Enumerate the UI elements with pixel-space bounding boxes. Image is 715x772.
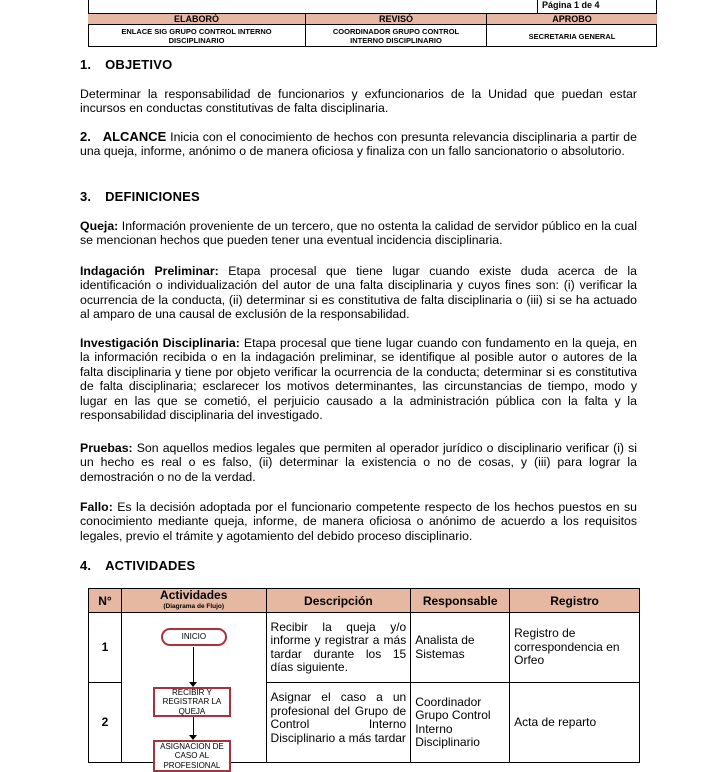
section-number: 3. xyxy=(80,189,92,204)
column-header-actividades-sub: (Diagrama de Flujo) xyxy=(163,602,225,610)
column-header-responsable: Responsable xyxy=(411,589,510,613)
definition-term: Queja: xyxy=(80,219,119,233)
definition-indagacion xyxy=(80,264,637,322)
column-header-no: N° xyxy=(89,589,122,613)
definition-term: Pruebas: xyxy=(80,441,133,455)
row-number: 1 xyxy=(89,613,122,683)
definition-queja xyxy=(80,219,637,248)
reviso-value: COORDINADOR GRUPO CONTROL INTERNO DISCIPLINARIO xyxy=(306,25,487,47)
definition-pruebas xyxy=(80,441,637,484)
section-actividades-title xyxy=(80,558,195,573)
definition-text: Información proveniente de un tercero, que no ostenta la calidad de servidor público en la cual se mencionan hechos que pueden tener una eventual incidencia disciplinaria. xyxy=(80,219,637,248)
aprobo-value: SECRETARIA GENERAL xyxy=(528,31,616,41)
reviso-header: REVISÓ xyxy=(306,14,487,25)
section-definiciones-title xyxy=(80,189,200,204)
flow-step-asignacion: ASIGNACION DE CASO AL PROFESIONAL xyxy=(153,740,231,772)
definition-term: Investigación Disciplinaria: xyxy=(80,336,240,350)
alcance-paragraph xyxy=(80,130,637,159)
section-number: 1. xyxy=(80,57,92,72)
section-objetivo-title xyxy=(80,57,172,72)
table-header-row xyxy=(89,589,640,613)
table-row xyxy=(89,613,640,683)
row-description: Asignar el caso a un profesional del Grupo de Control Interno Disciplinario a más tardar xyxy=(266,683,411,763)
elaboro-value: ENLACE SIG GRUPO CONTROL INTERNO DISCIPLINARIO xyxy=(88,25,306,47)
row-registro: Acta de reparto xyxy=(510,683,640,763)
definition-fallo xyxy=(80,500,637,543)
section-title: DEFINICIONES xyxy=(105,189,200,204)
section-number: 4. xyxy=(80,558,92,573)
definition-investigacion xyxy=(80,336,637,422)
flowchart xyxy=(122,620,266,770)
aprobo-header: APROBO xyxy=(487,14,657,25)
definition-text: Etapa procesal que tiene lugar cuando existe duda acerca de la identificación o individualización del autor de una falta disciplinaria y cuyos fines son: (i) verificar la ocurrencia de la conducta, (ii) determinar si es constitutiva de falta disciplinaria o (iii) si se ha actuado al amparo de una causal de exclusión de la responsabilidad. xyxy=(80,264,637,322)
section-title: ACTIVIDADES xyxy=(105,558,196,573)
page-number: Página 1 de 4 xyxy=(542,0,600,10)
definition-term: Indagación Preliminar: xyxy=(80,264,219,278)
row-registro: Registro de correspondencia en Orfeo xyxy=(510,613,640,683)
definition-text: Son aquellos medios legales que permiten al operador jurídico o disciplinario verificar (i) si un hecho es real o es falso, (ii) determinar la existencia o no de cosas, y (iii) para lograr la demostración o no de la verdad. xyxy=(80,441,637,484)
row-responsable: Coordinador Grupo Control Interno Disciplinario xyxy=(411,683,510,763)
column-header-actividades xyxy=(121,589,266,613)
section-title: ALCANCE xyxy=(102,129,167,144)
flowchart-cell xyxy=(121,613,266,770)
row-number: 2 xyxy=(89,683,122,763)
activities-table xyxy=(88,587,640,770)
elaboro-header: ELABORÓ xyxy=(88,14,306,25)
column-header-registro: Registro xyxy=(510,589,640,613)
flow-connector xyxy=(193,717,194,737)
definition-text: Es la decisión adoptada por el funcionario competente respecto de los hechos puestos en su conocimiento mediante queja, informe, de manera oficiosa o anónimo de acuerdo a los requisitos legales, previo el trámite y agotamiento del debido proceso disciplinario. xyxy=(80,500,637,543)
row-responsable: Analista de Sistemas xyxy=(411,613,510,683)
objetivo-text: Determinar la responsabilidad de funcionarios y exfuncionarios de la Unidad que puedan estar incursos en conductas constitutivas de falta disciplinaria. xyxy=(80,87,637,116)
header-page-divider xyxy=(537,0,538,13)
flow-connector xyxy=(193,647,194,684)
section-title: OBJETIVO xyxy=(105,57,173,72)
column-header-descripcion: Descripción xyxy=(266,589,411,613)
row-description: Recibir la queja y/o informe y registrar a más tardar durante los 15 días siguiente. xyxy=(266,613,411,683)
flow-start-node: INICIO xyxy=(161,628,227,646)
section-number: 2. xyxy=(80,129,91,144)
column-header-actividades-label: Actividades xyxy=(160,587,228,602)
alcance-text: Inicia con el conocimiento de hechos con presunta relevancia disciplinaria a partir de una queja, informe, anónimo o de manera oficiosa y finaliza con un fallo sancionatorio o absolutorio. xyxy=(80,130,637,159)
flow-step-recibir: RECIBIR Y REGISTRAR LA QUEJA xyxy=(153,687,231,717)
definition-term: Fallo: xyxy=(80,500,113,514)
definition-text: Etapa procesal que tiene lugar cuando con fundamento en la queja, en la información recibida o en la indagación preliminar, se identifique al posible autor o autores de la falta disciplinaria y tiene por objeto verificar la ocurrencia de la conducta; determinar si es constitutiva de falta disciplinaria; esclarecer los motivos determinantes, las circunstancias de tiempo, modo y lugar en las que se cometió, el perjuicio causado a la administración pública con la falta y la responsabilidad disciplinaria del investigado. xyxy=(80,336,637,423)
